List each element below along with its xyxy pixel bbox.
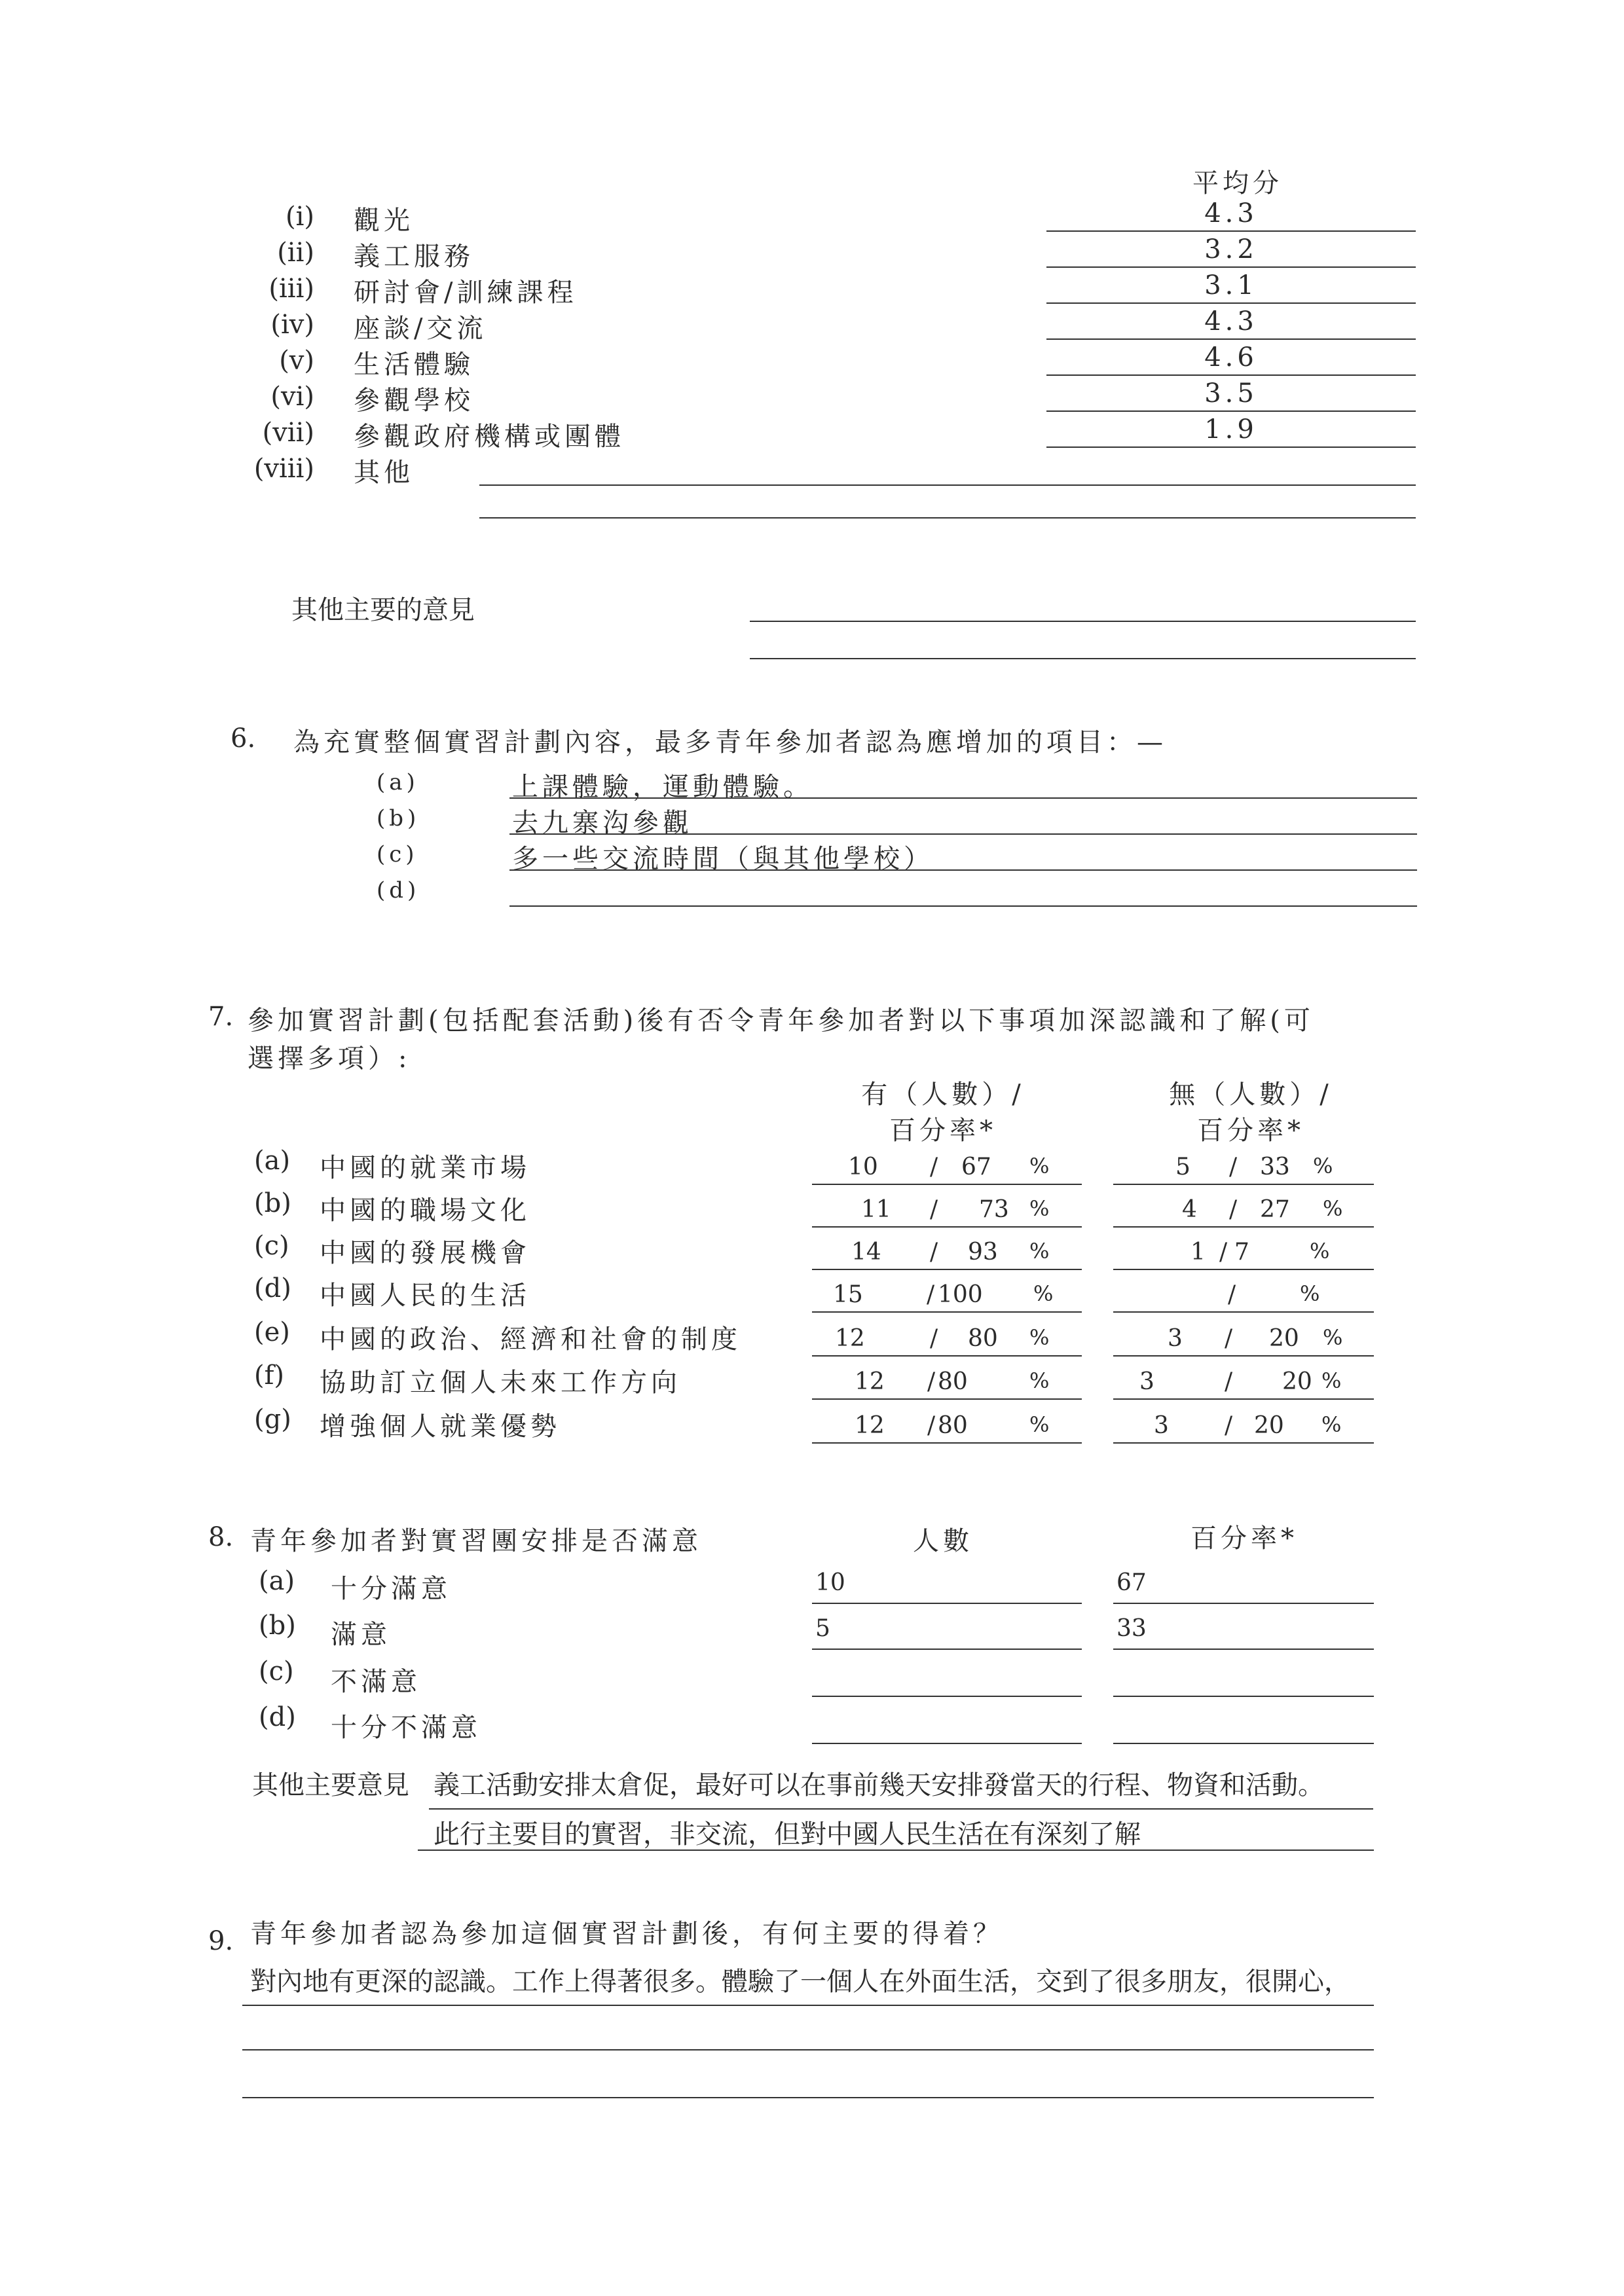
q8-pct: 67	[1116, 1569, 1147, 1596]
rating-label: 觀光	[354, 206, 414, 236]
q6-letter: (b)	[377, 805, 420, 831]
q7-yes-count: 15	[833, 1281, 863, 1308]
q7-yes-underline	[812, 1398, 1082, 1400]
q8-number: 8.	[208, 1522, 234, 1552]
rating-label: 研討會/訓練課程	[354, 278, 578, 308]
q8-letter: (c)	[259, 1656, 294, 1686]
q7-no-pct-sign: %	[1323, 1196, 1343, 1221]
q7-label: 中國的政治、經濟和社會的制度	[320, 1324, 741, 1355]
q8-count-underline	[812, 1649, 1082, 1650]
q7-no-underline	[1113, 1355, 1374, 1357]
q7-letter: (d)	[254, 1273, 291, 1303]
q7-letter: (f)	[254, 1360, 285, 1391]
rating-underline	[1046, 338, 1416, 340]
q7-yes-count: 12	[855, 1412, 885, 1439]
q7-yes-count: 10	[848, 1154, 878, 1180]
q7-no-count: 1	[1190, 1239, 1206, 1266]
q7-no-underline	[1113, 1311, 1374, 1313]
q7-no-slash: /	[1219, 1239, 1228, 1266]
q7-no-pct-sign: %	[1313, 1154, 1333, 1178]
rating-other-line	[479, 517, 1416, 519]
q7-yes-slash: /	[930, 1154, 938, 1180]
q8-pct: 33	[1116, 1615, 1147, 1642]
rating-underline	[1046, 374, 1416, 376]
q7-no-pct-sign: %	[1321, 1412, 1342, 1437]
rating-num: (iv)	[270, 310, 314, 340]
q6-underline	[509, 833, 1417, 835]
q7-yes-pct-sign: %	[1033, 1281, 1054, 1306]
q7-no-slash: /	[1229, 1196, 1238, 1223]
rating-num: (viii)	[253, 454, 314, 484]
q8-label: 十分不滿意	[331, 1713, 481, 1743]
rating-label: 其他	[354, 458, 414, 488]
q7-yes-slash: /	[930, 1239, 938, 1266]
q7-no-underline	[1113, 1269, 1374, 1270]
q7-no-percent: 20	[1269, 1325, 1299, 1352]
q7-no-underline	[1113, 1184, 1374, 1185]
q9-text: 青年參加者認為參加這個實習計劃後，有何主要的得着？	[250, 1919, 1003, 1949]
q8-pct-underline	[1113, 1743, 1374, 1744]
q7-no-slash: /	[1228, 1281, 1236, 1308]
q7-yes-subheader: 百分率*	[889, 1116, 997, 1146]
q6-answer: 去九寨沟參觀	[512, 808, 693, 838]
q7-yes-underline	[812, 1269, 1082, 1270]
q7-yes-header: 有（人數）/	[861, 1080, 1025, 1110]
q7-yes-slash: /	[927, 1412, 936, 1439]
rating-label: 義工服務	[354, 242, 474, 272]
rating-num: (iii)	[268, 274, 314, 304]
q7-no-pct-sign: %	[1310, 1239, 1330, 1264]
q8-count: 5	[815, 1615, 830, 1642]
q8-other-line1: 義工活動安排太倉促，最好可以在事前幾天安排發當天的行程、物資和活動。	[434, 1770, 1324, 1800]
q7-text-line2: 選擇多項）:	[248, 1044, 411, 1074]
q8-pct-underline	[1113, 1696, 1374, 1697]
q7-yes-slash: /	[930, 1325, 938, 1352]
q7-no-pct-sign: %	[1323, 1325, 1343, 1350]
q7-no-percent: 20	[1254, 1412, 1284, 1439]
q8-count-header: 人數	[913, 1526, 973, 1556]
q8-count-underline	[812, 1696, 1082, 1697]
q8-other-line2: 此行主要目的實習，非交流，但對中國人民生活在有深刻了解	[434, 1819, 1141, 1850]
q6-text: 為充實整個實習計劃內容，最多青年參加者認為應增加的項目：—	[293, 727, 1167, 757]
q7-no-slash: /	[1225, 1325, 1233, 1352]
q7-no-count: 3	[1139, 1368, 1154, 1395]
other-opinion-label: 其他主要的意見	[291, 595, 475, 625]
q7-yes-count: 12	[855, 1368, 885, 1395]
q9-answer-line	[242, 2005, 1374, 2006]
rating-score: 3.1	[1204, 270, 1258, 301]
q8-label: 不滿意	[331, 1667, 421, 1697]
rating-score: 3.2	[1204, 234, 1258, 264]
q7-yes-percent: 67	[961, 1154, 991, 1180]
q9-number: 9.	[208, 1926, 234, 1956]
rating-num: (v)	[279, 346, 314, 376]
q6-number: 6.	[231, 723, 256, 754]
rating-num: (ii)	[277, 238, 314, 268]
q7-no-underline	[1113, 1398, 1374, 1400]
q7-label: 中國人民的生活	[320, 1281, 530, 1311]
rating-underline	[1046, 302, 1416, 304]
q8-label: 滿意	[331, 1620, 391, 1650]
q7-letter: (a)	[254, 1146, 291, 1176]
q8-label: 十分滿意	[331, 1574, 451, 1604]
q7-yes-percent: 100	[938, 1281, 983, 1308]
q7-no-percent: 33	[1260, 1154, 1290, 1180]
other-opinion-line	[750, 621, 1416, 622]
q7-number: 7.	[208, 1002, 234, 1032]
q8-count-underline	[812, 1603, 1082, 1604]
rating-underline	[1046, 230, 1416, 232]
q7-no-count: 3	[1168, 1325, 1183, 1352]
q7-no-percent: 7	[1234, 1239, 1249, 1266]
q8-pct-underline	[1113, 1649, 1374, 1650]
q6-letter: (c)	[377, 841, 418, 867]
q7-no-count: 5	[1175, 1154, 1190, 1180]
q7-yes-pct-sign: %	[1029, 1196, 1050, 1221]
q7-yes-underline	[812, 1226, 1082, 1228]
rating-label: 參觀學校	[354, 386, 474, 416]
q7-yes-slash: /	[927, 1368, 936, 1395]
q7-letter: (e)	[254, 1317, 290, 1347]
rating-score: 1.9	[1204, 414, 1258, 445]
q7-label: 中國的職場文化	[320, 1195, 530, 1226]
q8-count: 10	[815, 1569, 845, 1596]
q7-no-slash: /	[1229, 1154, 1238, 1180]
q7-yes-percent: 80	[938, 1368, 968, 1395]
q7-no-pct-sign: %	[1321, 1368, 1342, 1393]
rating-underline	[1046, 266, 1416, 268]
q8-other-underline	[429, 1808, 1373, 1810]
q7-no-pct-sign: %	[1300, 1281, 1320, 1306]
q8-letter: (d)	[259, 1702, 296, 1732]
q7-letter: (c)	[254, 1231, 289, 1261]
q7-no-header: 無（人數）/	[1169, 1080, 1333, 1110]
q6-answer: 多一些交流時間（與其他學校）	[512, 844, 934, 874]
q8-letter: (b)	[259, 1611, 296, 1641]
q6-underline	[509, 869, 1417, 871]
q7-label: 中國的發展機會	[320, 1238, 530, 1268]
q7-yes-underline	[812, 1355, 1082, 1357]
q7-yes-percent: 80	[968, 1325, 998, 1352]
q6-answer: 上課體驗，運動體驗。	[512, 772, 813, 802]
q7-yes-pct-sign: %	[1029, 1239, 1050, 1264]
rating-score: 4.3	[1204, 306, 1258, 337]
q7-no-percent: 20	[1282, 1368, 1312, 1395]
q7-yes-pct-sign: %	[1029, 1412, 1050, 1437]
q7-letter: (g)	[254, 1404, 291, 1434]
q8-letter: (a)	[259, 1566, 295, 1596]
q6-letter: (d)	[377, 877, 420, 903]
q7-yes-pct-sign: %	[1029, 1368, 1050, 1393]
rating-label: 座談/交流	[354, 314, 487, 344]
q7-yes-pct-sign: %	[1029, 1154, 1050, 1178]
rating-score: 4.6	[1204, 342, 1258, 373]
q6-underline	[509, 797, 1417, 799]
q7-no-underline	[1113, 1442, 1374, 1444]
q7-no-underline	[1113, 1226, 1374, 1228]
q7-no-slash: /	[1225, 1412, 1233, 1439]
q7-yes-underline	[812, 1311, 1082, 1313]
rating-score: 4.3	[1204, 198, 1258, 228]
q7-yes-slash: /	[930, 1196, 938, 1223]
rating-num: (i)	[285, 202, 314, 232]
q7-yes-count: 12	[835, 1325, 865, 1352]
q7-yes-percent: 93	[968, 1239, 998, 1266]
q7-no-slash: /	[1225, 1368, 1233, 1395]
q8-text: 青年參加者對實習團安排是否滿意	[250, 1526, 702, 1556]
other-opinion-line	[750, 658, 1416, 659]
q7-text-line1: 參加實習計劃(包括配套活動)後有否令青年參加者對以下事項加深認識和了解(可	[248, 1006, 1314, 1036]
q7-no-count: 4	[1182, 1196, 1197, 1223]
q7-yes-percent: 80	[938, 1412, 968, 1439]
rating-score: 3.5	[1204, 378, 1258, 409]
q7-no-count: 3	[1154, 1412, 1169, 1439]
q6-underline	[509, 905, 1417, 907]
q7-yes-underline	[812, 1442, 1082, 1444]
q7-yes-count: 14	[851, 1239, 881, 1266]
q7-label: 增強個人就業優勢	[320, 1412, 561, 1442]
q7-yes-count: 11	[861, 1196, 891, 1223]
q8-other-underline	[418, 1850, 1374, 1851]
ratings-header: 平均分	[1192, 168, 1283, 198]
rating-num: (vii)	[262, 418, 314, 448]
q7-no-subheader: 百分率*	[1197, 1116, 1304, 1146]
rating-label: 生活體驗	[354, 350, 474, 380]
q9-answer-line	[242, 2097, 1374, 2098]
q7-yes-slash: /	[927, 1281, 935, 1308]
q7-no-percent: 27	[1260, 1196, 1290, 1223]
rating-label: 參觀政府機構或團體	[354, 422, 625, 452]
rating-num: (vi)	[270, 382, 314, 412]
q6-letter: (a)	[377, 769, 419, 795]
rating-underline	[1046, 410, 1416, 412]
q7-label: 中國的就業市場	[320, 1153, 530, 1183]
q8-other-label: 其他主要意見	[252, 1770, 409, 1800]
q8-pct-underline	[1113, 1603, 1374, 1604]
q8-pct-header: 百分率*	[1190, 1523, 1298, 1554]
q7-letter: (b)	[254, 1188, 291, 1218]
q7-yes-pct-sign: %	[1029, 1325, 1050, 1350]
q8-count-underline	[812, 1743, 1082, 1744]
q7-yes-percent: 73	[979, 1196, 1009, 1223]
q9-answer: 對內地有更深的認識。工作上得著很多。體驗了一個人在外面生活，交到了很多朋友，很開心，	[250, 1967, 1350, 1997]
q7-label: 協助訂立個人未來工作方向	[320, 1368, 681, 1398]
rating-underline	[1046, 446, 1416, 448]
q7-yes-underline	[812, 1184, 1082, 1185]
q9-answer-line	[242, 2049, 1374, 2050]
rating-other-line	[479, 484, 1416, 486]
